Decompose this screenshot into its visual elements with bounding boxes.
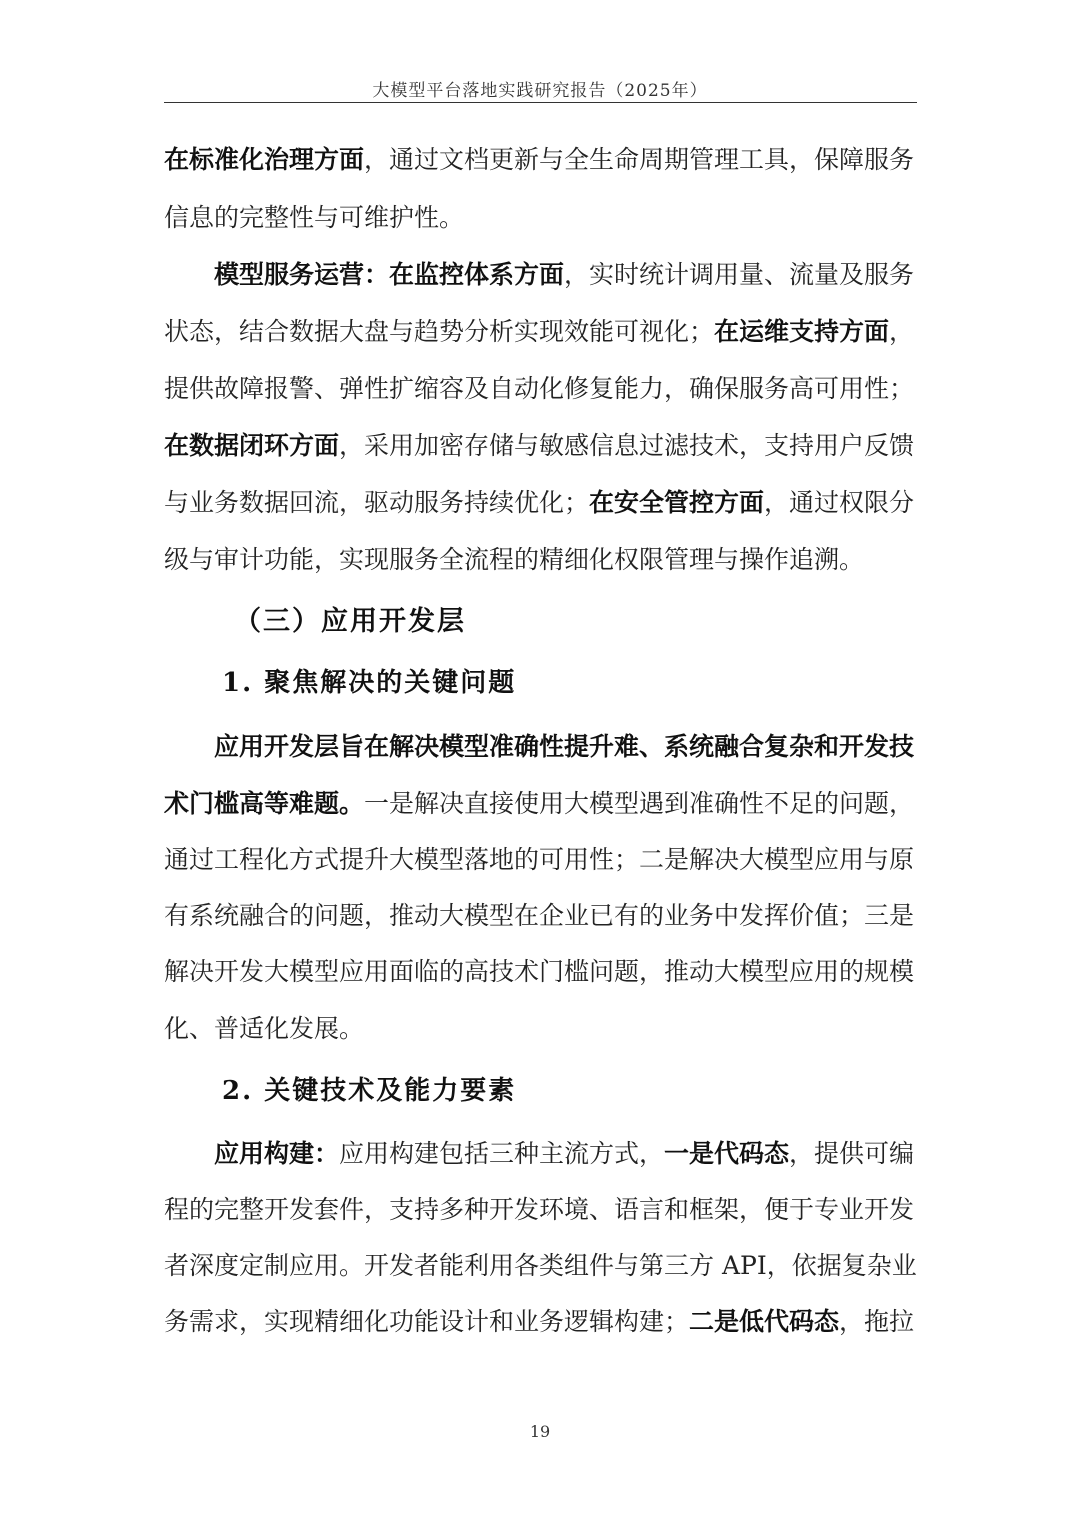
text-run: 有系统融合的问题，推动大模型在企业已有的业务中发挥价值；三是 — [164, 901, 915, 930]
paragraph-line — [164, 899, 924, 933]
paragraph-line — [214, 258, 974, 292]
text-run: ，采用加密存储与敏感信息过滤技术，支持用户反馈 — [339, 431, 915, 460]
text-run: 化、普适化发展。 — [164, 1014, 365, 1043]
text-run: 状态，结合数据大盘与趋势分析实现效能可视化； — [164, 317, 715, 346]
paragraph-line — [164, 429, 924, 463]
text-run: ，通过文档更新与全生命周期管理工具，保障服务 — [364, 145, 915, 174]
text-run: ，拖拉 — [839, 1307, 915, 1336]
subsection-heading: 1. 聚焦解决的关键问题 — [222, 668, 517, 698]
paragraph-line — [164, 787, 924, 821]
header-divider — [164, 102, 917, 103]
subsection-heading: 2. 关键技术及能力要素 — [222, 1076, 517, 1106]
text-run: 程的完整开发套件，支持多种开发环境、语言和框架，便于专业开发 — [164, 1195, 915, 1224]
bold-phrase: 在标准化治理方面 — [164, 145, 365, 174]
bold-phrase: 在数据闭环方面 — [164, 431, 340, 460]
text-run: 通过工程化方式提升大模型落地的可用性；二是解决大模型应用与原 — [164, 845, 915, 874]
paragraph-line — [214, 730, 974, 764]
lead-term: 应用构建： — [214, 1139, 340, 1168]
bold-phrase: 二是低代码态 — [689, 1307, 840, 1336]
text-run: 务需求，实现精细化功能设计和业务逻辑构建； — [164, 1307, 690, 1336]
running-header-title: 大模型平台落地实践研究报告（2025年） — [372, 81, 708, 101]
paragraph-line — [164, 955, 924, 989]
text-run: 一是解决直接使用大模型遇到准确性不足的问题， — [364, 789, 915, 818]
text-run: ，提供可编 — [789, 1139, 915, 1168]
text-run: 提供故障报警、弹性扩缩容及自动化修复能力，确保服务高可用性； — [164, 374, 915, 403]
bold-phrase: 一是代码态 — [664, 1139, 790, 1168]
text-run: ， — [889, 317, 915, 346]
paragraph-line — [164, 372, 924, 406]
text-run: 信息的完整性与可维护性。 — [164, 203, 465, 232]
paragraph-line — [164, 843, 924, 877]
text-run: 应用构建包括三种主流方式， — [339, 1139, 665, 1168]
paragraph-line — [164, 1305, 924, 1339]
lead-term: 模型服务运营： — [214, 260, 390, 289]
paragraph-line — [164, 486, 924, 520]
text-run: 与业务数据回流，驱动服务持续优化； — [164, 488, 590, 517]
bold-phrase: 在安全管控方面 — [589, 488, 765, 517]
bold-phrase: 在监控体系方面 — [389, 260, 565, 289]
paragraph-line — [164, 201, 924, 235]
bold-phrase: 应用开发层旨在解决模型准确性提升难、系统融合复杂和开发技 — [214, 732, 915, 761]
paragraph-line — [164, 1249, 924, 1283]
text-run: 级与审计功能，实现服务全流程的精细化权限管理与操作追溯。 — [164, 545, 865, 574]
paragraph-line — [164, 143, 924, 177]
text-run: ，通过权限分 — [764, 488, 915, 517]
paragraph-line — [164, 1012, 924, 1046]
bold-phrase: 在运维支持方面 — [714, 317, 890, 346]
page-number: 19 — [529, 1422, 551, 1441]
text-run: 者深度定制应用。开发者能利用各类组件与第三方 API，依据复杂业 — [164, 1251, 917, 1280]
paragraph-line — [214, 1137, 974, 1171]
bold-phrase: 术门槛高等难题。 — [164, 789, 365, 818]
paragraph-line — [164, 543, 924, 577]
text-run: 解决开发大模型应用面临的高技术门槛问题，推动大模型应用的规模 — [164, 957, 915, 986]
paragraph-line — [164, 1193, 924, 1227]
paragraph-line — [164, 315, 924, 349]
text-run: ，实时统计调用量、流量及服务 — [564, 260, 915, 289]
section-heading: （三）应用开发层 — [234, 606, 466, 637]
